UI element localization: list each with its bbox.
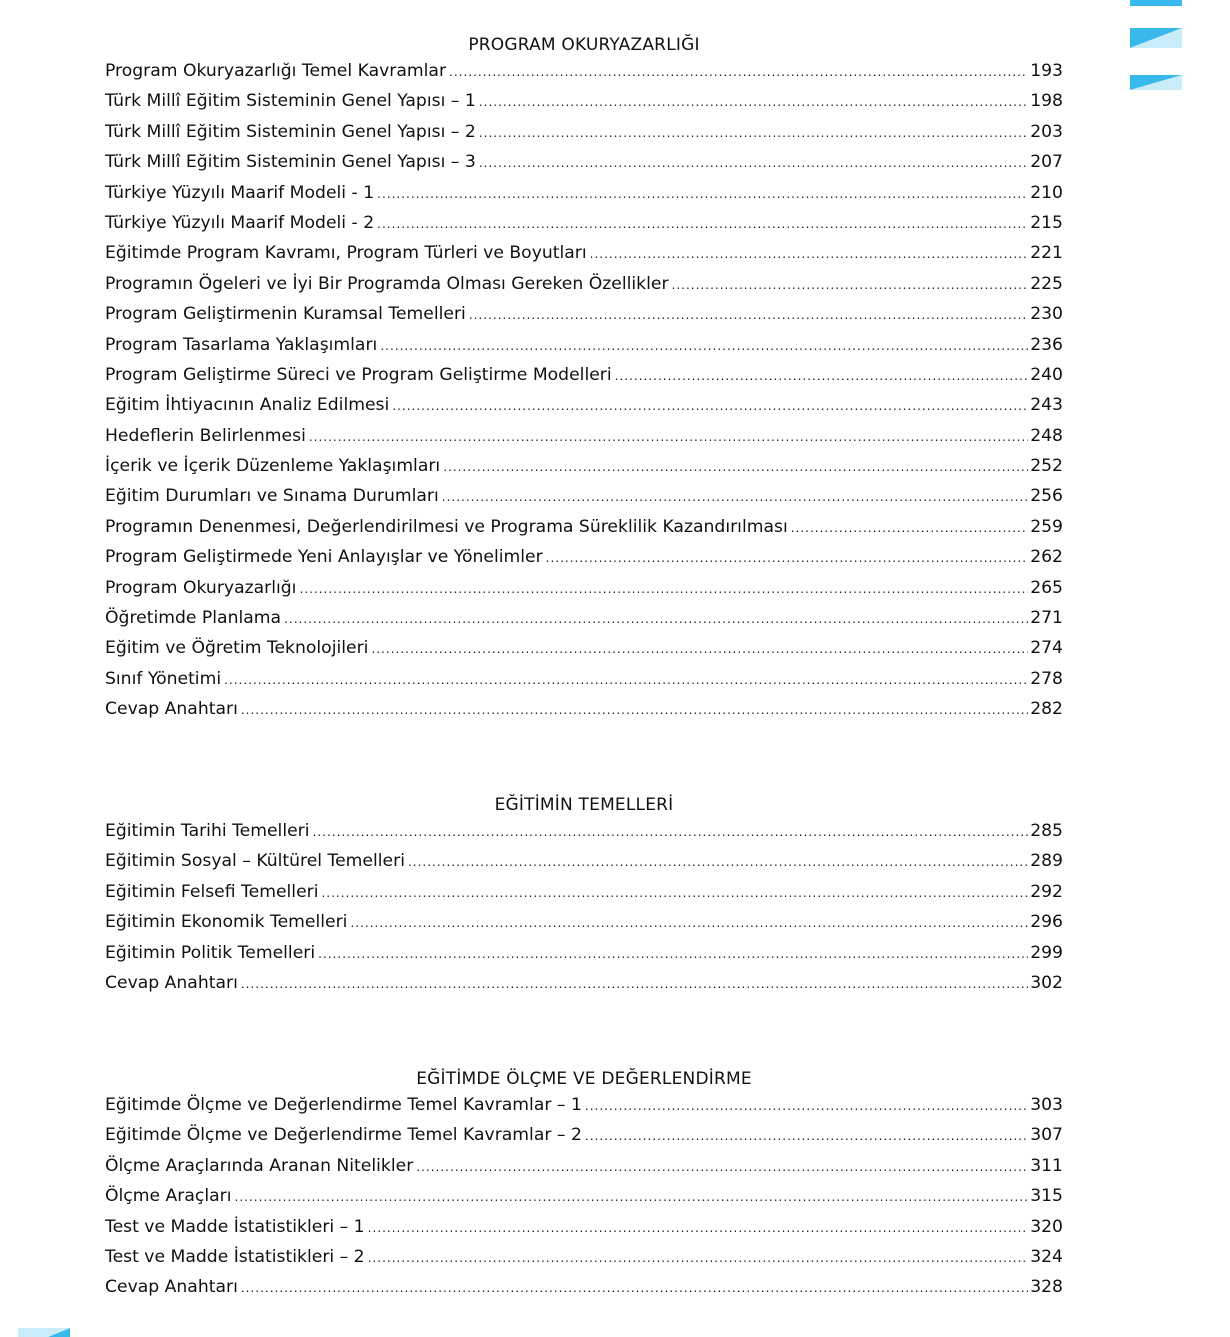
toc-entry-title: Ölçme Araçlarında Aranan Nitelikler <box>105 1155 414 1176</box>
toc-entry-page-number: 240 <box>1030 364 1063 385</box>
toc-entry-page-number: 259 <box>1030 516 1063 537</box>
toc-entry-page-number: 265 <box>1030 577 1063 598</box>
dot-leader <box>672 270 1029 300</box>
toc-entry[interactable] <box>105 603 1063 633</box>
toc-entry-page-number: 274 <box>1030 638 1063 659</box>
dot-leader <box>299 574 1028 604</box>
dot-leader <box>479 148 1028 178</box>
toc-entry-title: Programın Ögeleri ve İyi Bir Programda Olması Gereken Özellikler <box>105 273 669 294</box>
dot-leader <box>590 239 1029 269</box>
toc-entry[interactable] <box>105 238 1063 268</box>
toc-entry-title: Program Okuryazarlığı <box>105 577 297 598</box>
dot-leader <box>408 847 1028 877</box>
toc-entry-title: Program Okuryazarlığı Temel Kavramlar <box>105 61 447 81</box>
dot-leader <box>469 300 1028 330</box>
toc-entry[interactable] <box>105 664 1063 694</box>
dot-leader <box>585 1091 1028 1121</box>
toc-entry-title: Eğitimde Ölçme ve Değerlendirme Temel Kavramlar – 2 <box>105 1125 582 1146</box>
dot-leader <box>318 939 1028 969</box>
toc-entry[interactable] <box>105 390 1063 420</box>
dot-leader <box>479 87 1028 117</box>
toc-entry-page-number: 230 <box>1030 304 1063 325</box>
toc-entry[interactable] <box>105 573 1063 603</box>
toc-entry[interactable] <box>105 269 1063 299</box>
toc-entry[interactable] <box>105 421 1063 451</box>
dot-leader <box>224 665 1028 695</box>
toc-entry-page-number: 285 <box>1030 821 1063 841</box>
toc-entry-title: Eğitimin Felsefi Temelleri <box>105 881 319 902</box>
toc-entry-page-number: 203 <box>1030 121 1063 142</box>
toc-entry[interactable] <box>105 1242 1063 1272</box>
toc-entry-title: Cevap Anahtarı <box>105 972 238 993</box>
toc-entry-title: Eğitimin Sosyal – Kültürel Temelleri <box>105 851 405 872</box>
toc-entry-page-number: 289 <box>1030 851 1063 872</box>
dot-leader <box>392 391 1028 421</box>
toc-entry-title: Sınıf Yönetimi <box>105 668 222 689</box>
toc-entry[interactable] <box>105 86 1063 116</box>
toc-entry-page-number: 328 <box>1030 1277 1063 1298</box>
toc-section-program-okuryazarligi <box>105 34 1063 725</box>
toc-entry-title: Eğitimde Program Kavramı, Program Türleri ve Boyutları <box>105 243 587 264</box>
toc-entry-page-number: 302 <box>1030 972 1063 993</box>
toc-entry[interactable] <box>105 56 1063 86</box>
toc-entry[interactable] <box>105 816 1063 846</box>
toc-entry-page-number: 296 <box>1030 912 1063 933</box>
toc-entry-title: Eğitim Durumları ve Sınama Durumları <box>105 486 439 507</box>
toc-entry[interactable] <box>105 542 1063 572</box>
toc-entry[interactable] <box>105 299 1063 329</box>
toc-entry-list <box>105 816 1063 998</box>
toc-entry-page-number: 303 <box>1030 1095 1063 1115</box>
toc-entry[interactable] <box>105 330 1063 360</box>
toc-entry-page-number: 271 <box>1030 608 1063 629</box>
toc-entry[interactable] <box>105 178 1063 208</box>
toc-entry-page-number: 215 <box>1030 212 1063 233</box>
toc-entry-title: Eğitimin Tarihi Temelleri <box>105 821 310 841</box>
toc-entry-title: Ölçme Araçları <box>105 1186 232 1207</box>
dot-leader <box>235 1182 1029 1212</box>
toc-entry[interactable] <box>105 694 1063 724</box>
toc-entry[interactable] <box>105 907 1063 937</box>
toc-entry-title: Eğitim ve Öğretim Teknolojileri <box>105 638 369 659</box>
toc-entry-page-number: 198 <box>1030 91 1063 112</box>
dot-leader <box>449 57 1028 87</box>
dot-leader <box>479 118 1028 148</box>
toc-entry-title: Türkiye Yüzyılı Maarif Modeli - 1 <box>105 182 375 203</box>
dot-leader <box>585 1121 1028 1151</box>
toc-entry-title: Türkiye Yüzyılı Maarif Modeli - 2 <box>105 212 375 233</box>
toc-entry[interactable] <box>105 938 1063 968</box>
toc-entry[interactable] <box>105 147 1063 177</box>
toc-entry-title: Hedeflerin Belirlenmesi <box>105 425 306 446</box>
toc-entry-title: Test ve Madde İstatistikleri – 2 <box>105 1246 365 1267</box>
section-title: EĞİTİMİN TEMELLERİ <box>494 795 674 815</box>
dot-leader <box>350 908 1028 938</box>
toc-entry-title: Öğretimde Planlama <box>105 608 282 629</box>
dot-leader <box>546 543 1029 573</box>
toc-entry-title: Program Geliştirmenin Kuramsal Temelleri <box>105 304 466 325</box>
toc-entry[interactable] <box>105 1151 1063 1181</box>
toc-entry-page-number: 315 <box>1030 1186 1063 1207</box>
toc-entry[interactable] <box>105 633 1063 663</box>
toc-entry[interactable] <box>105 1090 1063 1120</box>
corner-stripe-top <box>1130 0 1182 6</box>
toc-entry-page-number: 320 <box>1030 1216 1063 1237</box>
toc-entry-page-number: 324 <box>1030 1246 1063 1267</box>
toc-entry-page-number: 278 <box>1030 668 1063 689</box>
toc-entry-page-number: 262 <box>1030 547 1063 568</box>
toc-entry-page-number: 299 <box>1030 942 1063 963</box>
dot-leader <box>443 452 1028 482</box>
toc-entry-page-number: 248 <box>1030 425 1063 446</box>
toc-entry-page-number: 311 <box>1030 1155 1063 1176</box>
toc-entry-title: Türk Millî Eğitim Sisteminin Genel Yapısı – 2 <box>105 121 476 142</box>
toc-entry-list <box>105 56 1063 725</box>
dot-leader <box>368 1213 1029 1243</box>
toc-entry-title: Cevap Anahtarı <box>105 699 238 720</box>
toc-entry-title: Programın Denenmesi, Değerlendirilmesi ve Programa Süreklilik Kazandırılması <box>105 516 788 537</box>
dot-leader <box>321 878 1028 908</box>
toc-entry[interactable] <box>105 1181 1063 1211</box>
dot-leader <box>377 179 1028 209</box>
toc-entry[interactable] <box>105 846 1063 876</box>
toc-entry-title: Program Geliştirmede Yeni Anlayışlar ve Yönelimler <box>105 547 543 568</box>
section-title: PROGRAM OKURYAZARLIĞI <box>468 35 700 55</box>
toc-entry-page-number: 207 <box>1030 152 1063 173</box>
toc-entry[interactable] <box>105 877 1063 907</box>
dot-leader <box>241 695 1028 725</box>
dot-leader <box>377 209 1028 239</box>
toc-entry-title: Cevap Anahtarı <box>105 1277 238 1298</box>
toc-entry-page-number: 252 <box>1030 456 1063 477</box>
toc-entry-page-number: 307 <box>1030 1125 1063 1146</box>
section-title: EĞİTİMDE ÖLÇME VE DEĞERLENDİRME <box>416 1069 752 1089</box>
toc-entry-title: Türk Millî Eğitim Sisteminin Genel Yapısı – 1 <box>105 91 476 112</box>
dot-leader <box>416 1152 1028 1182</box>
toc-entry-page-number: 210 <box>1030 182 1063 203</box>
toc-entry-page-number: 282 <box>1030 699 1063 720</box>
toc-entry-page-number: 193 <box>1030 61 1063 81</box>
toc-entry-page-number: 225 <box>1030 273 1063 294</box>
toc-entry-page-number: 256 <box>1030 486 1063 507</box>
dot-leader <box>371 634 1028 664</box>
toc-entry-page-number: 292 <box>1030 881 1063 902</box>
toc-entry[interactable] <box>105 512 1063 542</box>
toc-entry-title: Program Geliştirme Süreci ve Program Geliştirme Modelleri <box>105 364 612 385</box>
dot-leader <box>284 604 1028 634</box>
toc-entry-page-number: 236 <box>1030 334 1063 355</box>
toc-entry-title: Eğitimde Ölçme ve Değerlendirme Temel Kavramlar – 1 <box>105 1095 582 1115</box>
toc-entry[interactable] <box>105 1120 1063 1150</box>
toc-entry-title: Eğitimin Politik Temelleri <box>105 942 316 963</box>
dot-leader <box>380 331 1028 361</box>
toc-entry[interactable] <box>105 360 1063 390</box>
dot-leader <box>241 1273 1028 1303</box>
dot-leader <box>791 513 1028 543</box>
toc-entry[interactable] <box>105 1212 1063 1242</box>
toc-entry-title: Program Tasarlama Yaklaşımları <box>105 334 378 355</box>
toc-entry-title: Eğitim İhtiyacının Analiz Edilmesi <box>105 395 390 416</box>
toc-entry[interactable] <box>105 481 1063 511</box>
dot-leader <box>309 422 1028 452</box>
dot-leader <box>615 361 1029 391</box>
toc-entry[interactable] <box>105 451 1063 481</box>
corner-decoration-bottom-left <box>18 1328 70 1337</box>
toc-entry[interactable] <box>105 968 1063 998</box>
toc-section-egitimin-temelleri <box>105 794 1063 998</box>
toc-entry-title: Test ve Madde İstatistikleri – 1 <box>105 1216 365 1237</box>
toc-entry[interactable] <box>105 117 1063 147</box>
toc-entry-list <box>105 1090 1063 1303</box>
toc-section-egitimde-olcme <box>105 1068 1063 1303</box>
dot-leader <box>313 817 1029 847</box>
dot-leader <box>442 482 1028 512</box>
toc-entry-page-number: 221 <box>1030 243 1063 264</box>
corner-decoration-top-right <box>1126 0 1182 95</box>
dot-leader <box>368 1243 1029 1273</box>
toc-entry[interactable] <box>105 208 1063 238</box>
toc-entry-title: Eğitimin Ekonomik Temelleri <box>105 912 348 933</box>
toc-entry-title: İçerik ve İçerik Düzenleme Yaklaşımları <box>105 456 441 477</box>
dot-leader <box>241 969 1028 999</box>
toc-entry[interactable] <box>105 1272 1063 1302</box>
toc-entry-title: Türk Millî Eğitim Sisteminin Genel Yapısı – 3 <box>105 152 476 173</box>
toc-entry-page-number: 243 <box>1030 395 1063 416</box>
